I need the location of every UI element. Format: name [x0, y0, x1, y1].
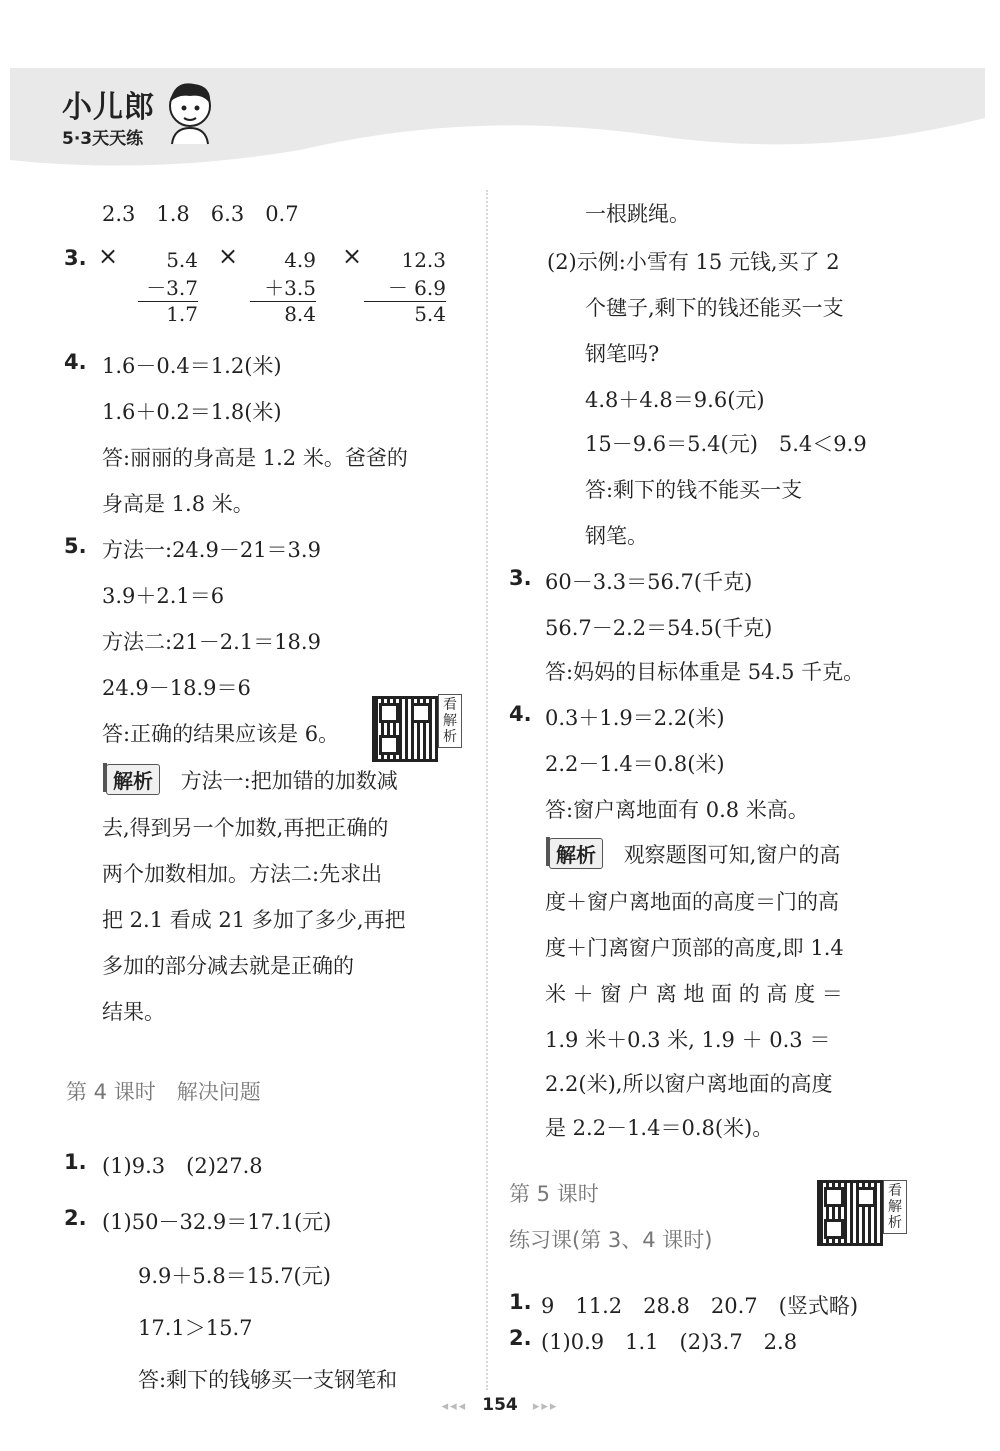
answer-line: 2.2－1.4＝0.8(米) [545, 752, 725, 776]
answer-line: 答:剩下的钱不能买一支 [585, 478, 803, 502]
analysis-text: 把 2.1 看成 21 多加了多少,再把 [102, 908, 406, 932]
analysis-text: 度＋窗户离地面的高度＝门的高 [545, 890, 839, 914]
calc-mid: －3.7 [146, 276, 198, 300]
qr-note: 看解析 [438, 694, 462, 748]
question-number: 3. [509, 566, 532, 590]
cross-mark-icon: × [218, 242, 239, 270]
analysis-text: 度＋门离窗户顶部的高度,即 1.4 [545, 936, 844, 960]
question-number: 3. [64, 246, 87, 270]
lesson-title: 第 5 课时 [509, 1182, 599, 1206]
answer-line: 1.6＋0.2＝1.8(米) [102, 400, 282, 424]
analysis-text: 观察题图可知,窗户的高 [623, 843, 841, 867]
logo-title: 小儿郎 [62, 90, 155, 125]
answer-line: 9.9＋5.8＝15.7(元) [138, 1264, 331, 1288]
answer-line: 答:正确的结果应该是 6。 [102, 722, 340, 746]
analysis-text: 方法一:把加错的加数减 [180, 769, 398, 793]
vertical-calc [250, 248, 316, 326]
answer-line: 0.3＋1.9＝2.2(米) [545, 706, 725, 730]
answer-line: 答:丽丽的身高是 1.2 米。爸爸的 [102, 446, 408, 470]
analysis-text: 两个加数相加。方法二:先求出 [102, 862, 383, 886]
answer-line: 24.9－18.9＝6 [102, 676, 251, 700]
calc-top: 4.9 [284, 248, 316, 272]
analysis-text: 1.9 米＋0.3 米, 1.9 ＋ 0.3 ＝ [545, 1028, 831, 1052]
answer-line: 方法一:24.9－21＝3.9 [102, 538, 321, 562]
calc-mid: － 6.9 [387, 276, 446, 300]
question-number: 4. [64, 350, 87, 374]
analysis-block [549, 838, 840, 869]
calc-result: 1.7 [138, 301, 198, 326]
vertical-calc [364, 248, 446, 326]
calc-top: 12.3 [401, 248, 446, 272]
answer-line: 钢笔吗? [585, 342, 660, 366]
question-number: 4. [509, 702, 532, 726]
calc-result: 5.4 [364, 301, 446, 326]
answer-line: 身高是 1.8 米。 [102, 492, 254, 516]
cross-mark-icon: × [342, 242, 363, 270]
question-number: 5. [64, 534, 87, 558]
lesson-subtitle: 练习课(第 3、4 课时) [509, 1228, 713, 1252]
answer-line: (2)示例:小雪有 15 元钱,买了 2 [547, 250, 840, 274]
calc-result: 8.4 [250, 301, 316, 326]
answer-line: 方法二:21－2.1＝18.9 [102, 630, 321, 654]
answer-line: 60－3.3＝56.7(千克) [545, 570, 753, 594]
answer-line: 17.1＞15.7 [138, 1316, 253, 1340]
answer-line: 15－9.6＝5.4(元) 5.4＜9.9 [585, 432, 867, 456]
answer-line: 2.3 1.8 6.3 0.7 [102, 202, 299, 226]
answer-line: 一根跳绳。 [585, 202, 690, 226]
question-number: 2. [509, 1326, 532, 1350]
mascot-boy-icon [160, 76, 220, 146]
answer-line: 个毽子,剩下的钱还能买一支 [585, 296, 844, 320]
question-number: 1. [509, 1290, 532, 1314]
arrows-left-icon: ◂◂◂ [441, 1399, 468, 1414]
qr-note: 看解析 [883, 1180, 907, 1234]
qr-code-icon[interactable] [372, 696, 438, 762]
analysis-text: 米 ＋ 窗 户 离 地 面 的 高 度 ＝ [545, 982, 843, 1006]
answer-line: 1.6－0.4＝1.2(米) [102, 354, 282, 378]
analysis-text: 是 2.2－1.4＝0.8(米)。 [545, 1116, 774, 1140]
answer-line: 答:妈妈的目标体重是 54.5 千克。 [545, 660, 865, 684]
analysis-tag: 解析 [106, 764, 160, 795]
answer-line: (1)9.3 (2)27.8 [102, 1154, 263, 1178]
vertical-calc [138, 248, 198, 326]
page-number: 154 [482, 1395, 518, 1415]
answer-line: (1)50－32.9＝17.1(元) [102, 1210, 332, 1234]
analysis-block [106, 764, 398, 795]
answer-line: (1)0.9 1.1 (2)3.7 2.8 [541, 1330, 798, 1354]
cross-mark-icon: × [98, 242, 119, 270]
calc-mid: ＋3.5 [264, 276, 316, 300]
logo-subtitle: 5·3天天练 [62, 129, 144, 149]
answer-line: 56.7－2.2＝54.5(千克) [545, 616, 773, 640]
qr-code-icon[interactable] [817, 1180, 883, 1246]
analysis-text: 多加的部分减去就是正确的 [102, 954, 354, 978]
answer-line: 答:窗户离地面有 0.8 米高。 [545, 798, 809, 822]
answer-line: 答:剩下的钱够买一支钢笔和 [138, 1368, 398, 1392]
analysis-text: 去,得到另一个加数,再把正确的 [102, 816, 389, 840]
brand-logo [62, 82, 155, 149]
question-number: 2. [64, 1206, 87, 1230]
lesson-title: 第 4 课时 解决问题 [66, 1080, 261, 1104]
answer-line: 3.9＋2.1＝6 [102, 584, 225, 608]
page-footer [0, 1395, 1000, 1415]
answer-line: 钢笔。 [585, 524, 648, 548]
column-divider [486, 190, 488, 1390]
arrows-right-icon: ▸▸▸ [532, 1399, 559, 1414]
calc-top: 5.4 [166, 248, 198, 272]
answer-line: 4.8＋4.8＝9.6(元) [585, 388, 765, 412]
analysis-tag: 解析 [549, 838, 603, 869]
question-number: 1. [64, 1150, 87, 1174]
analysis-text: 2.2(米),所以窗户离地面的高度 [545, 1072, 833, 1096]
answer-line: 9 11.2 28.8 20.7 (竖式略) [541, 1294, 859, 1318]
analysis-text: 结果。 [102, 1000, 165, 1024]
